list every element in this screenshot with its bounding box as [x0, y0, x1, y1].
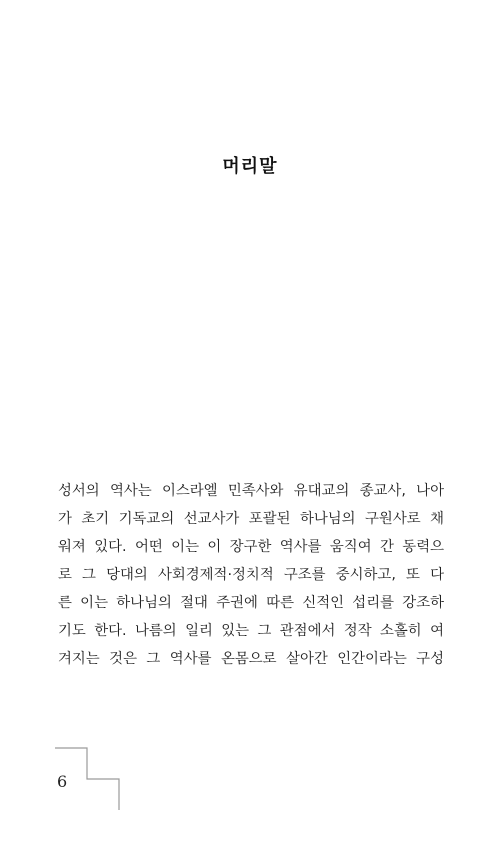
chapter-title: 머리말: [222, 156, 278, 177]
body-paragraph: [58, 477, 444, 673]
text-line: 로 그 당대의 사회경제적·정치적 구조를 중시하고, 또 다: [58, 567, 444, 583]
page-number: 6: [57, 772, 68, 791]
text-line: 워져 있다. 어떤 이는 이 장구한 역사를 움직여 간 동력으: [58, 539, 444, 555]
text-line: 성서의 역사는 이스라엘 민족사와 유대교의 종교사, 나아: [58, 483, 444, 499]
text-line: 른 이는 하나님의 절대 주권에 따른 신적인 섭리를 강조하: [58, 595, 444, 611]
text-line: 가 초기 기독교의 선교사가 포괄된 하나님의 구원사로 채: [58, 511, 444, 527]
text-line: 겨지는 것은 그 역사를 온몸으로 살아간 인간이라는 구성: [58, 651, 444, 667]
text-line: 기도 한다. 나름의 일리 있는 그 관점에서 정작 소홀히 여: [58, 623, 444, 639]
